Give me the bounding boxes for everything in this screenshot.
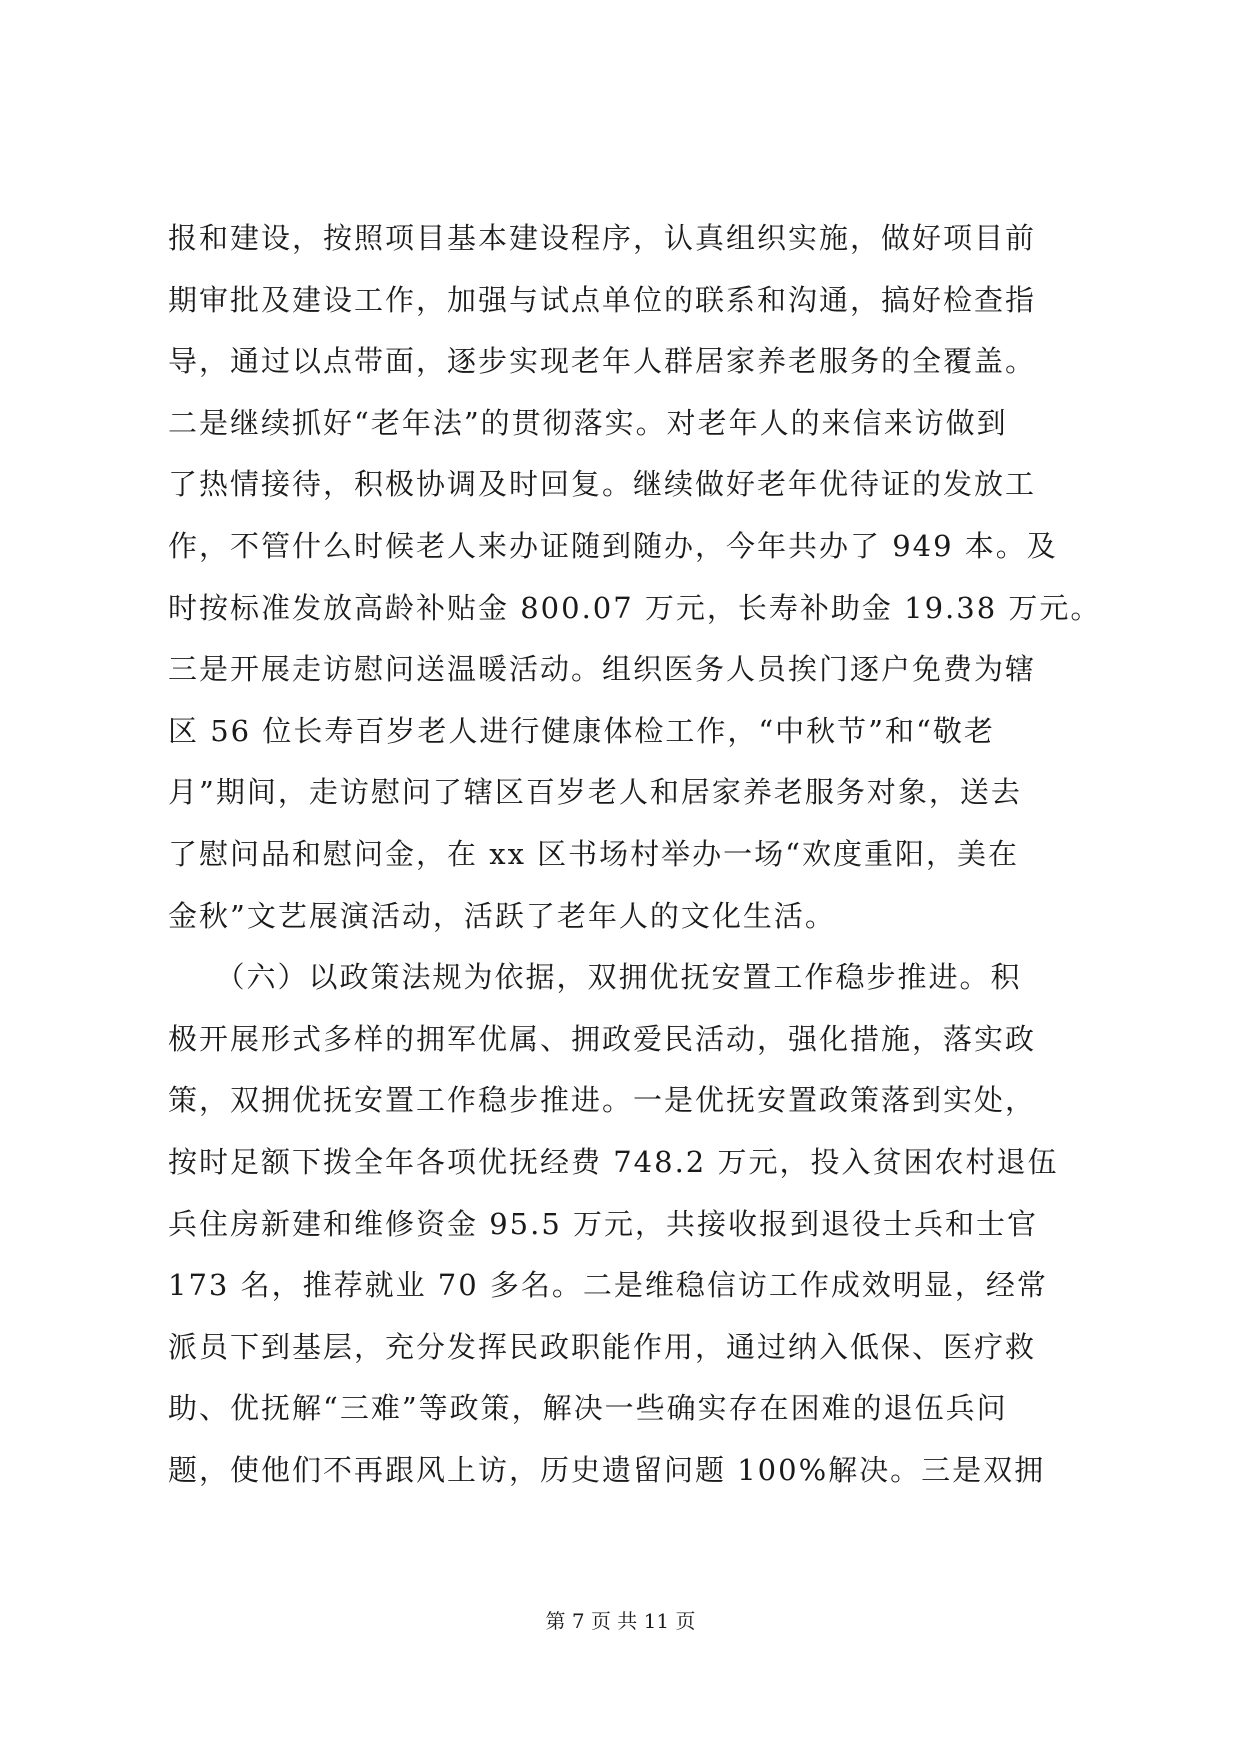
text-line: 二是继续抓好“老年法”的贯彻落实。对老年人的来信来访做到 <box>168 405 1008 440</box>
body-text <box>168 208 1102 1501</box>
text-line: 兵住房新建和维修资金 95.5 万元，共接收报到退役士兵和士官 <box>168 1206 1039 1241</box>
text-line: 报和建设，按照项目基本建设程序，认真组织实施，做好项目前 <box>168 221 1037 255</box>
text-line: 173 名，推荐就业 70 多名。二是维稳信访工作成效明显，经常 <box>168 1268 1048 1303</box>
text-line: 按时足额下拨全年各项优抚经费 748.2 万元，投入贫困农村退伍 <box>168 1144 1059 1179</box>
text-line: 极开展形式多样的拥军优属、拥政爱民活动，强化措施，落实政 <box>168 1021 1037 1056</box>
text-line: 三是开展走访慰问送温暖活动。组织医务人员挨门逐户免费为辖 <box>168 652 1037 687</box>
text-line: 区 56 位长寿百岁老人进行健康体检工作，“中秋节”和“敬老 <box>168 713 995 748</box>
text-line: 了慰问品和慰问金，在 xx 区书场村举办一场“欢度重阳，美在 <box>168 836 1019 871</box>
text-line: 助、优抚解“三难”等政策，解决一些确实存在困难的退伍兵问 <box>168 1391 1008 1426</box>
text-line: 派员下到基层，充分发挥民政职能作用，通过纳入低保、医疗救 <box>168 1329 1037 1364</box>
text-line: 时按标准发放高龄补贴金 800.07 万元，长寿补助金 19.38 万元。 <box>168 590 1102 625</box>
text-line: 期审批及建设工作，加强与试点单位的联系和沟通，搞好检查指 <box>168 282 1037 317</box>
text-line: 策，双拥优抚安置工作稳步推进。一是优抚安置政策落到实处， <box>168 1083 1037 1118</box>
page-number-footer: 第 7 页 共 11 页 <box>545 1609 696 1633</box>
text-line: 月”期间，走访慰问了辖区百岁老人和居家养老服务对象，送去 <box>168 775 1022 810</box>
text-line: 了热情接待，积极协调及时回复。继续做好老年优待证的发放工 <box>168 467 1037 502</box>
text-line: 题，使他们不再跟风上访，历史遗留问题 100%解决。三是双拥 <box>168 1452 1046 1487</box>
section-heading-line: （六）以政策法规为依据，双拥优抚安置工作稳步推进。积 <box>168 960 1022 995</box>
text-line: 导，通过以点带面，逐步实现老年人群居家养老服务的全覆盖。 <box>168 344 1037 379</box>
text-line: 作，不管什么时候老人来办证随到随办，今年共办了 949 本。及 <box>168 528 1058 563</box>
text-line: 金秋”文艺展演活动，活跃了老年人的文化生活。 <box>168 898 836 933</box>
